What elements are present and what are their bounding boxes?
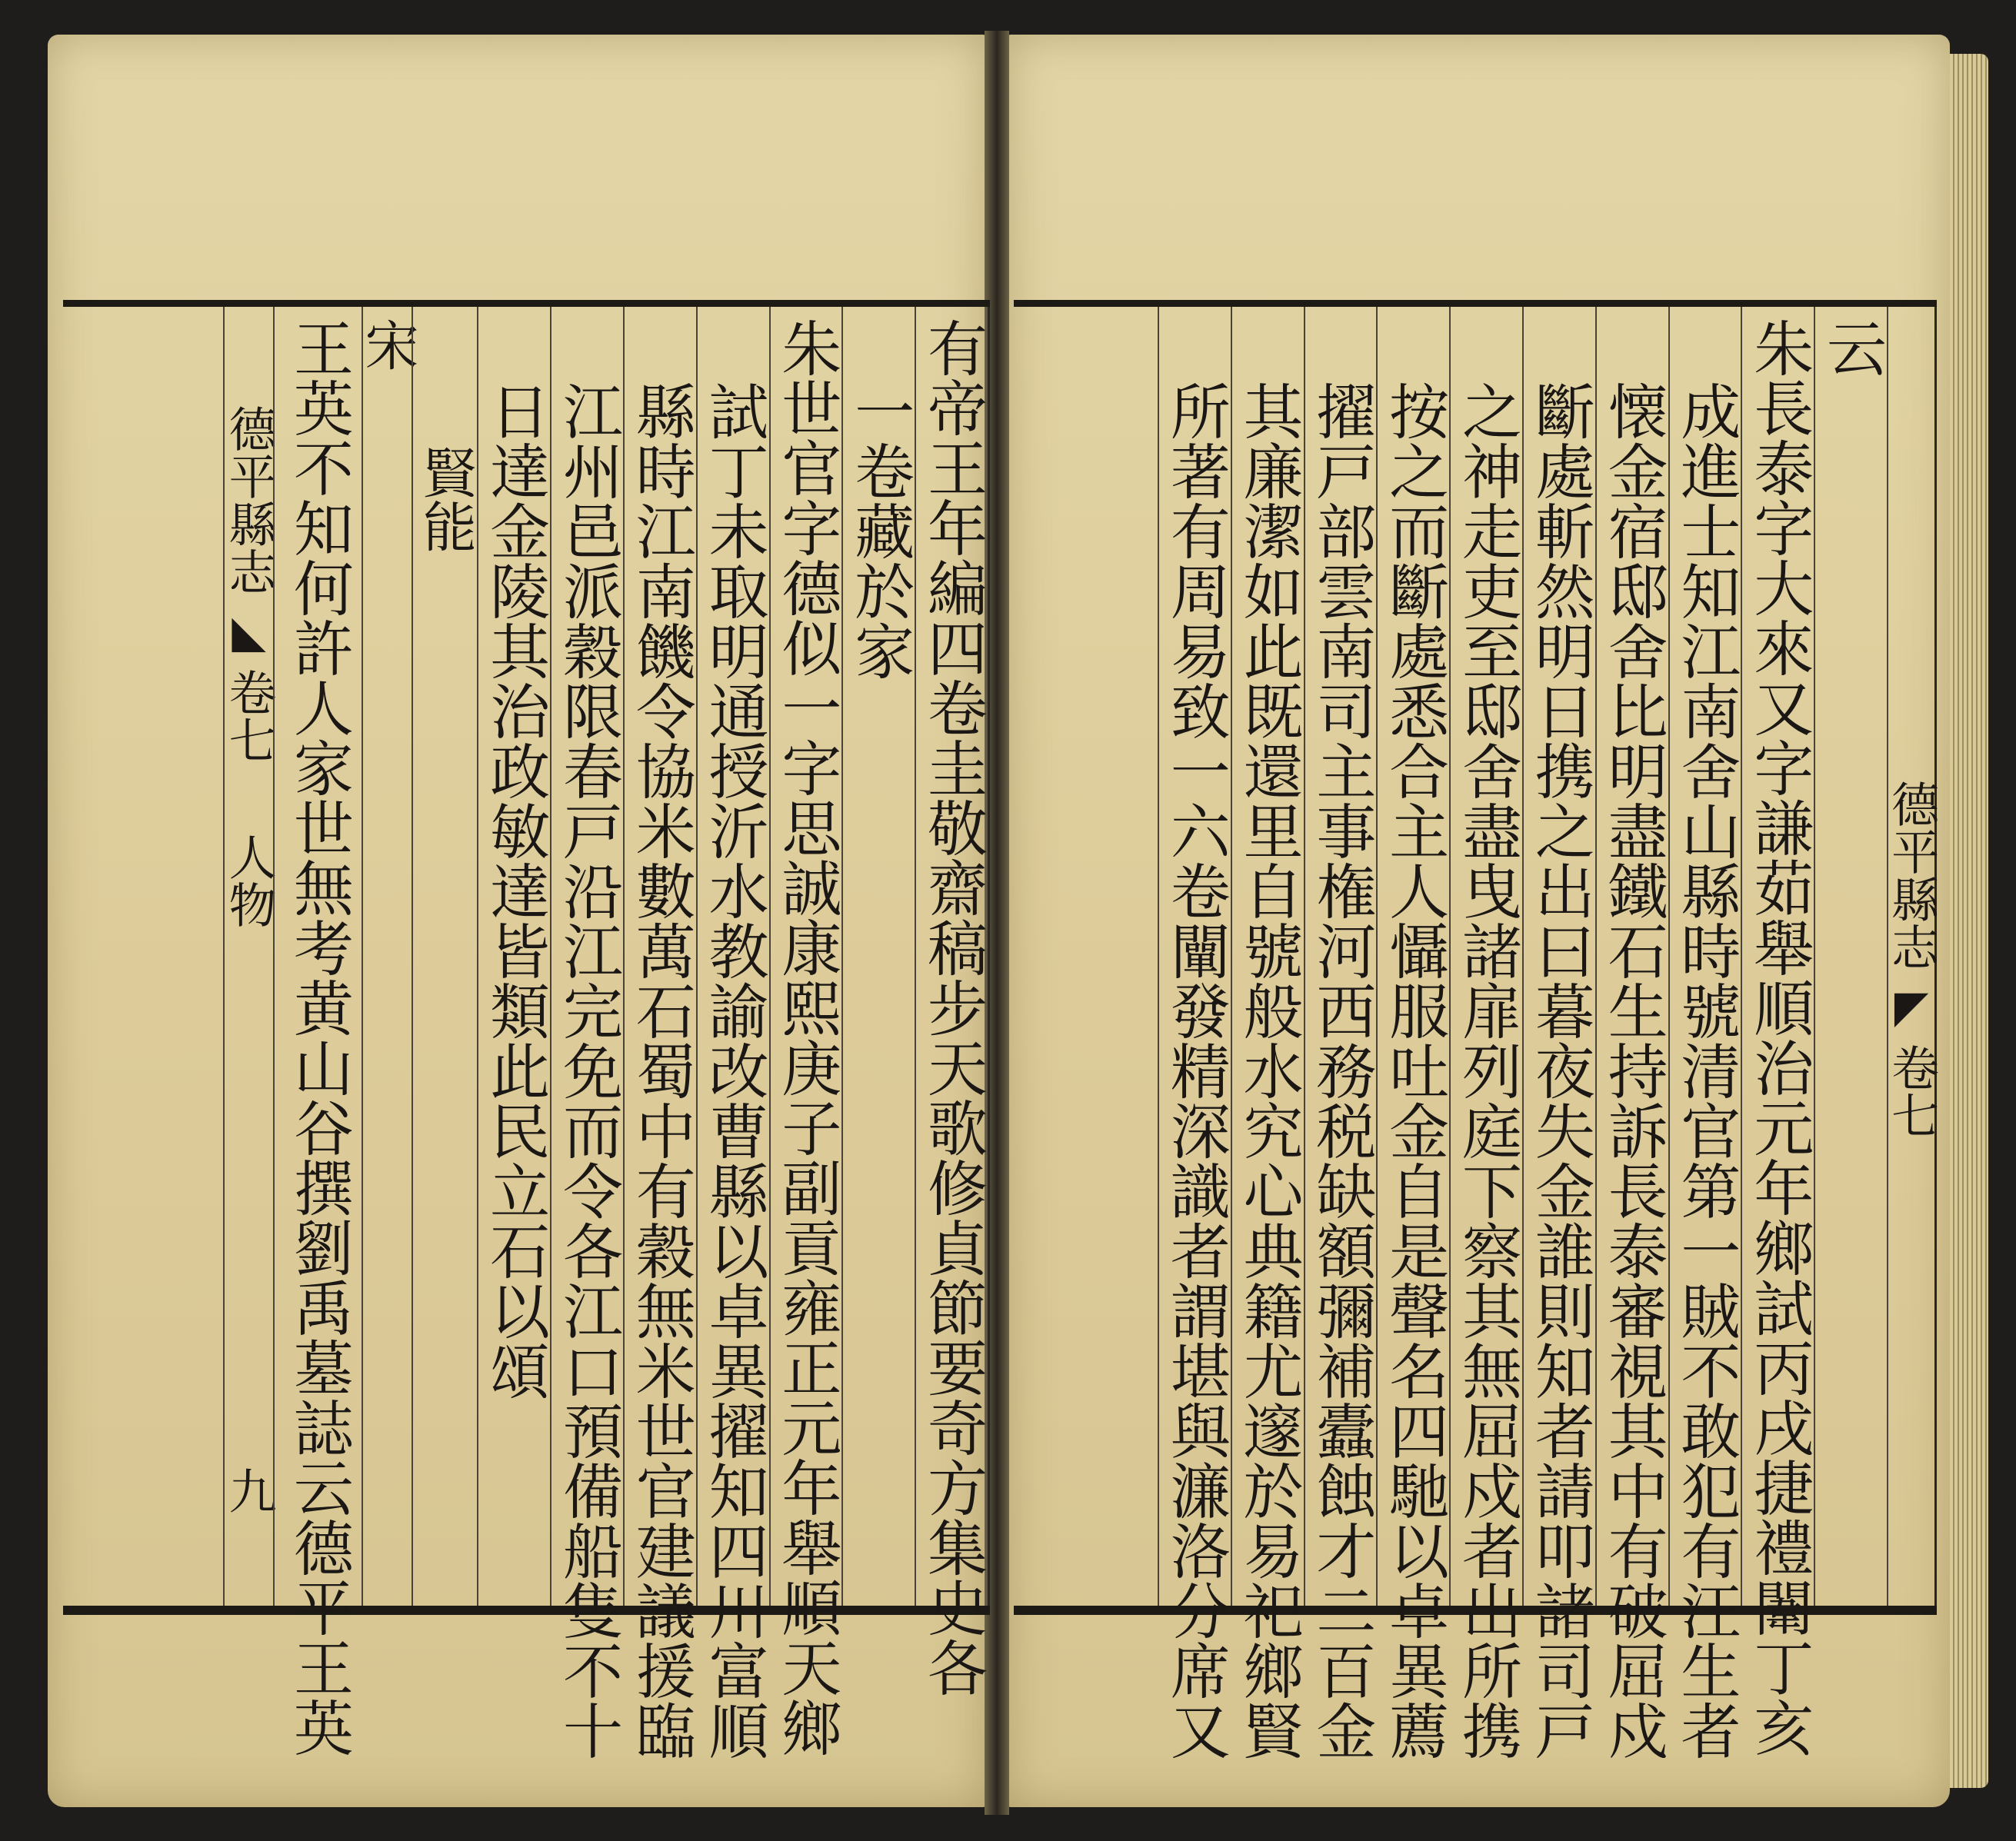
text-column: 所著有周易致一六卷闡發精深識者謂堪與濂洛分席又 xyxy=(1158,307,1231,1606)
text-column: 擢戸部雲南司主事権河西務税缺額彌補蠹蝕才二百金 xyxy=(1304,307,1377,1606)
text-column: 朱世官字德似一字思誠康熙庚子副貢雍正元年舉順天鄉 xyxy=(769,307,842,1606)
text-column: 云 xyxy=(1814,307,1887,1606)
text-column: 之神走吏至邸舍盡曳諸扉列庭下察其無屈戍者出所携 xyxy=(1449,307,1522,1606)
left-text-frame xyxy=(63,300,990,1760)
text-column: 日達金陵其治政敏達皆類此民立石以頌 xyxy=(477,307,550,1606)
volume-label: 卷七 xyxy=(221,667,278,764)
page-margin-column xyxy=(221,307,278,1606)
text-column: 試丁未取明通授沂水教諭改曹縣以卓異擢知四川富順 xyxy=(696,307,769,1606)
text-column: 懐金宿邸舍比明盡鐵石生持訴長泰審視其中有破屈戍 xyxy=(1595,307,1668,1606)
right-text-frame xyxy=(1014,300,1940,1760)
text-column: 縣時江南饑令協米數萬石蜀中有穀無米世官建議援臨 xyxy=(623,307,696,1606)
text-column: 斷處斬然明日携之出曰暮夜失金誰則知者請叩諸司戸 xyxy=(1522,307,1595,1606)
section-label: 人物 xyxy=(221,832,278,928)
page-margin-column xyxy=(1883,307,1940,1606)
folio-number: 九 xyxy=(221,1466,278,1514)
text-column: 成進士知江南舍山縣時號清官第一賊不敢犯有汪生者 xyxy=(1668,307,1741,1606)
fishtail-mark: ◤ xyxy=(1894,980,1929,1034)
text-column: 其廉潔如此既還里自號般水究心典籍尤邃於易祀鄉賢 xyxy=(1231,307,1304,1606)
dynasty-heading: 宋 xyxy=(362,307,412,1606)
text-column: 朱長泰字大來又字謙茹舉順治元年鄉試丙戌捷禮闈丁亥 xyxy=(1741,307,1814,1606)
fishtail-mark: ◣ xyxy=(232,605,266,658)
section-heading: 賢能 xyxy=(412,307,477,1606)
volume-label: 卷七 xyxy=(1883,1043,1940,1139)
text-column: 江州邑派穀限春戸沿江完免而令各江口預備船隻不十 xyxy=(550,307,623,1606)
book-title: 德平縣志 xyxy=(221,404,278,596)
page-edges xyxy=(1950,54,1988,1788)
text-column: 有帝王年編四卷圭敬齋稿步天歌修貞節要奇方集史各 xyxy=(915,307,990,1606)
text-column: 一卷藏於家 xyxy=(841,307,915,1606)
text-column: 按之而斷處悉合主人懾服吐金自是聲名四馳以卓異薦 xyxy=(1376,307,1449,1606)
book-title: 德平縣志 xyxy=(1883,780,1940,971)
text-column: 王英不知何許人家世無考黄山谷撰劉禹墓誌云德平王英 xyxy=(273,307,362,1606)
